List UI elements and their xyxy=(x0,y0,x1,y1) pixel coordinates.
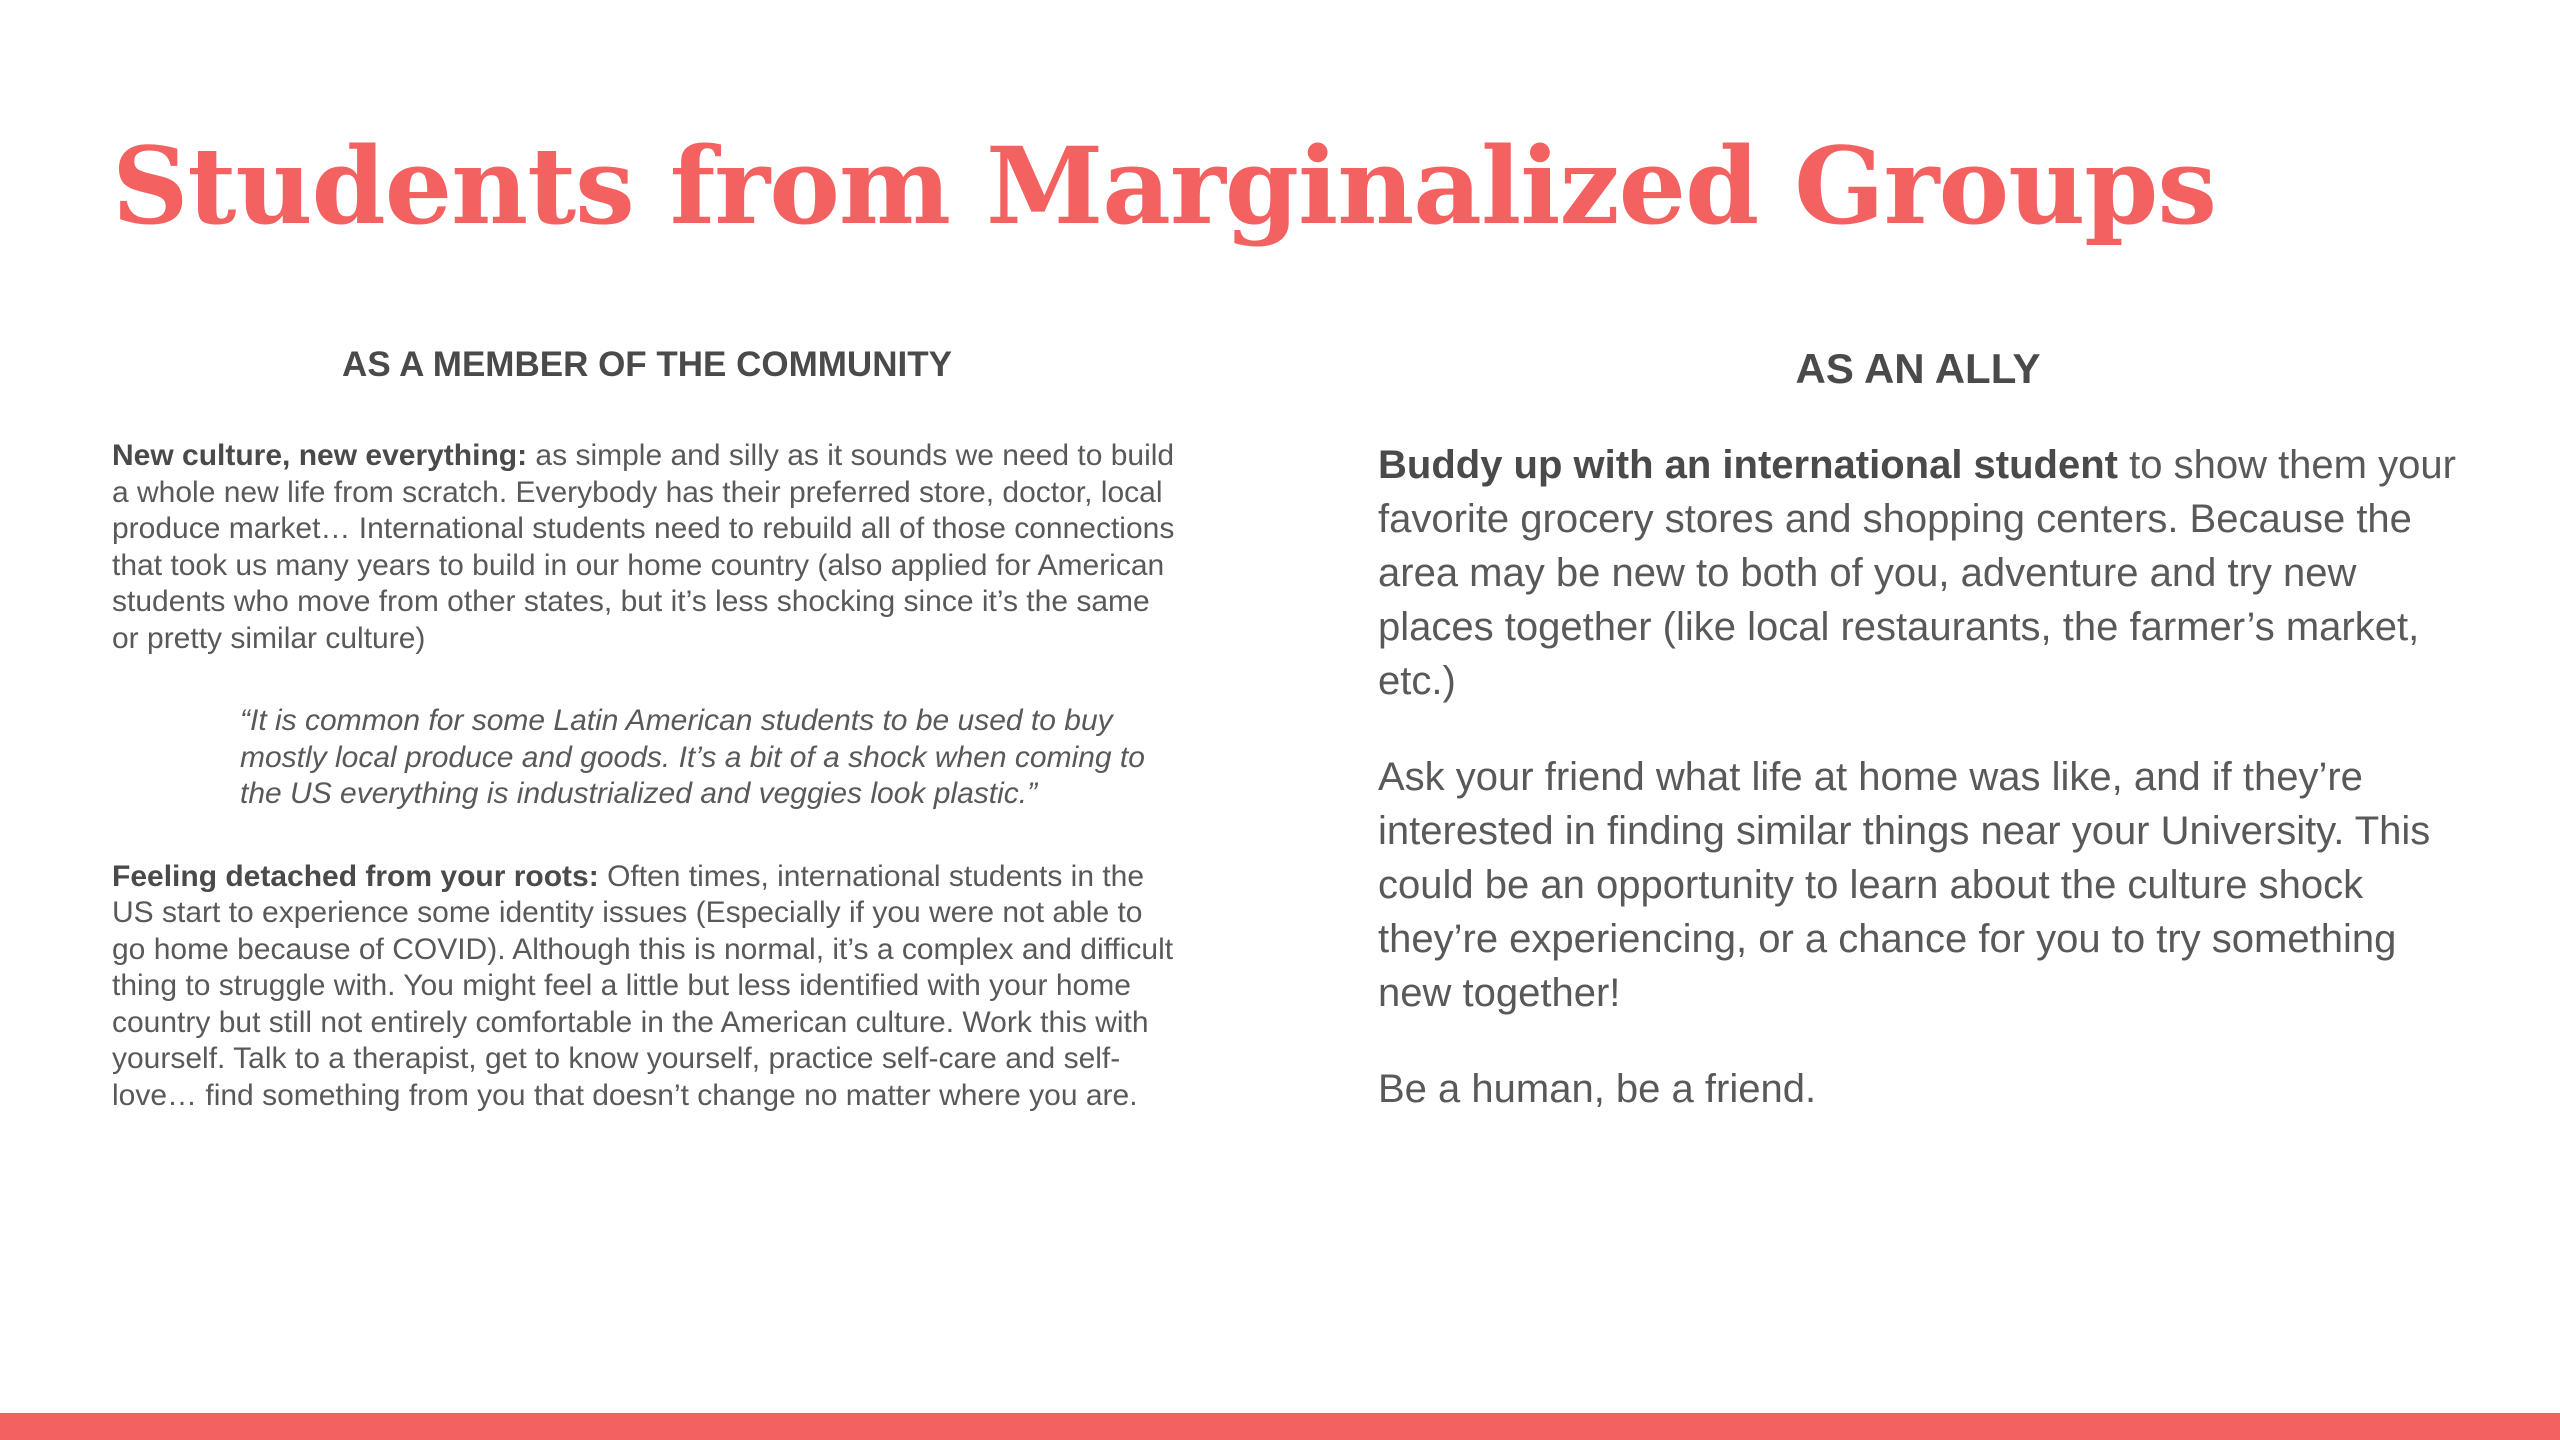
buddy-paragraph xyxy=(1378,438,2458,708)
new-culture-text: as simple and silly as it sounds we need to build a whole new life from scratch. Everybody has their preferred store, doctor, local produce market… International students need to rebuild all of those connections that took us many years to build in our home country (also applied for American students who move from other states, but it’s less shocking since it’s the same or pretty similar culture) xyxy=(112,439,1175,655)
ally-heading: AS AN ALLY xyxy=(1795,345,2041,392)
new-culture-label: New culture, new everything: xyxy=(112,439,528,472)
community-heading: AS A MEMBER OF THE COMMUNITY xyxy=(342,345,952,384)
bottom-accent-bar xyxy=(0,1413,2560,1440)
buddy-label: Buddy up with an international student xyxy=(1378,443,2118,488)
detached-label: Feeling detached from your roots: xyxy=(112,859,599,893)
new-culture-paragraph xyxy=(112,438,1182,657)
slide-title: Students from Marginalized Groups xyxy=(112,123,2217,248)
ally-column xyxy=(1378,344,2458,1158)
buddy-text: to show them your favorite grocery stores and shopping centers. Because the area may be new to both of you, adventure and try new places together (like local restaurants, the farmer’s market, etc.) xyxy=(1378,443,2456,704)
detached-paragraph xyxy=(112,859,1182,1115)
be-human-paragraph: Be a human, be a friend. xyxy=(1378,1067,1817,1112)
student-quote: “It is common for some Latin American students to be used to buy mostly local produce and goods. It’s a bit of a shock when coming to the US everything is industrialized and veggies look plastic.” xyxy=(240,704,1145,810)
community-column xyxy=(112,344,1182,1160)
detached-text: Often times, international students in the US start to experience some identity issues (Especially if you were not able to go home because of COVID). Although this is normal, it’s a complex and difficult thing to struggle with. You might feel a little but less identified with your home country but still not entirely comfortable in the American culture. Work this with yourself. Talk to a therapist, get to know yourself, practice self-care and self-love… find something from you that doesn’t change no matter where you are. xyxy=(112,859,1174,1112)
ask-friend-paragraph: Ask your friend what life at home was like, and if they’re interested in finding similar things near your University. This could be an opportunity to learn about the culture shock they’re experiencing, or a chance for you to try something new together! xyxy=(1378,755,2431,1016)
